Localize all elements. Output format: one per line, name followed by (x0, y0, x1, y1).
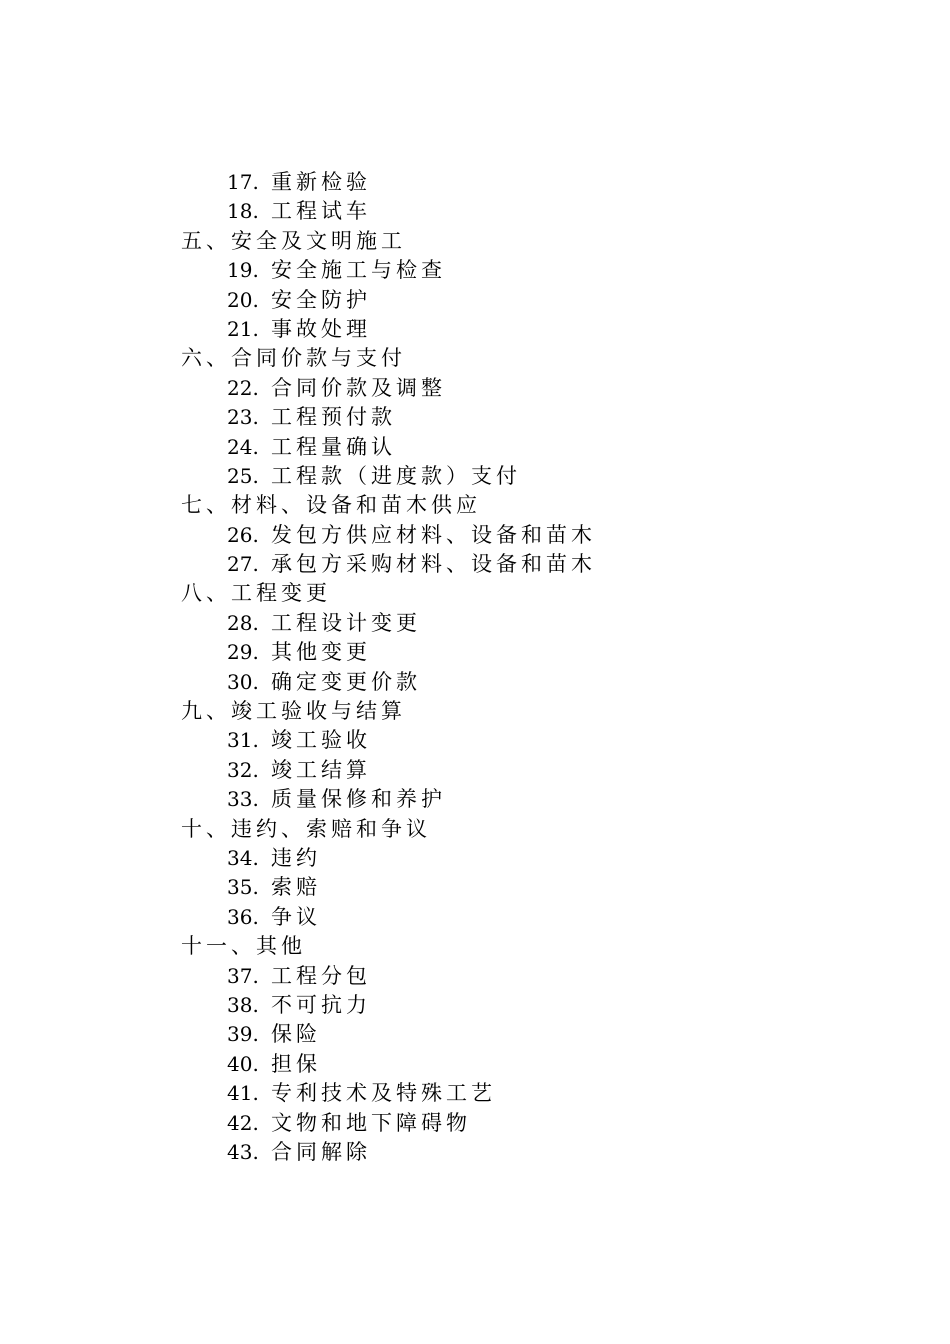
toc-item-number: 18. (227, 199, 259, 224)
toc-item-number: 39. (227, 1022, 259, 1047)
toc-item (181, 844, 781, 873)
toc-section-title: 六、合同价款与支付 (181, 346, 406, 371)
toc-item-number: 42. (227, 1110, 259, 1135)
toc-item (181, 638, 781, 667)
toc-item-number: 25. (227, 463, 259, 488)
toc-item-number: 21. (227, 316, 259, 341)
toc-item-title: 工程款（进度款）支付 (271, 463, 521, 488)
toc-item-title: 违约 (271, 845, 321, 870)
toc-item-title: 保险 (271, 1022, 321, 1047)
toc-item-number: 27. (227, 552, 259, 577)
toc-item (181, 991, 781, 1020)
toc-item-number: 24. (227, 434, 259, 459)
toc-item-title: 合同价款及调整 (271, 375, 446, 400)
toc-item-title: 重新检验 (271, 170, 371, 194)
toc-item-title: 事故处理 (271, 316, 371, 341)
toc-section-title: 九、竣工验收与结算 (181, 699, 406, 724)
toc-item-number: 31. (227, 728, 259, 753)
toc-item (181, 756, 781, 785)
toc-item-number: 40. (227, 1051, 259, 1076)
toc-item (181, 1109, 781, 1138)
toc-item (181, 315, 781, 344)
toc-item (181, 1020, 781, 1049)
toc-item-number: 28. (227, 610, 259, 635)
toc-item-title: 不可抗力 (271, 992, 371, 1017)
toc-item-title: 其他变更 (271, 640, 371, 665)
toc-item (181, 286, 781, 315)
toc-item-title: 质量保修和养护 (271, 787, 446, 812)
toc-item (181, 403, 781, 432)
toc-item-title: 工程试车 (271, 199, 371, 224)
toc-item-number: 38. (227, 992, 259, 1017)
toc-item-title: 专利技术及特殊工艺 (271, 1081, 496, 1106)
toc-item-number: 36. (227, 904, 259, 929)
toc-section-heading (181, 697, 781, 726)
toc-section-title: 八、工程变更 (181, 581, 331, 606)
toc-item-number: 37. (227, 963, 259, 988)
table-of-contents (181, 168, 781, 1167)
toc-item-title: 争议 (271, 904, 321, 929)
toc-item-number: 32. (227, 757, 259, 782)
toc-item (181, 550, 781, 579)
toc-item-title: 工程分包 (271, 963, 371, 988)
toc-section-title: 十、违约、索赔和争议 (181, 816, 431, 841)
toc-section-heading (181, 344, 781, 373)
toc-item-number: 23. (227, 405, 259, 430)
toc-item (181, 609, 781, 638)
toc-section-title: 五、安全及文明施工 (181, 228, 406, 253)
toc-item-number: 30. (227, 669, 259, 694)
toc-item-title: 发包方供应材料、设备和苗木 (271, 522, 596, 547)
toc-item (181, 726, 781, 755)
toc-item-title: 索赔 (271, 875, 321, 900)
toc-item (181, 462, 781, 491)
toc-item-number: 33. (227, 787, 259, 812)
toc-item (181, 374, 781, 403)
toc-item-number: 22. (227, 375, 259, 400)
toc-item (181, 903, 781, 932)
toc-item (181, 668, 781, 697)
toc-item-number: 20. (227, 287, 259, 312)
toc-section-heading (181, 227, 781, 256)
toc-item-title: 工程预付款 (271, 405, 396, 430)
toc-item-number: 34. (227, 845, 259, 870)
toc-item-number: 19. (227, 258, 259, 283)
toc-section-title: 七、材料、设备和苗木供应 (181, 493, 481, 518)
toc-section-heading (181, 579, 781, 608)
toc-item-title: 竣工验收 (271, 728, 371, 753)
toc-item (181, 168, 781, 197)
toc-section-heading (181, 815, 781, 844)
toc-item-title: 合同解除 (271, 1139, 371, 1164)
toc-item-title: 文物和地下障碍物 (271, 1110, 471, 1135)
toc-item (181, 962, 781, 991)
toc-section-heading (181, 932, 781, 961)
toc-item (181, 1050, 781, 1079)
toc-item-number: 41. (227, 1081, 259, 1106)
toc-section-title: 十一、其他 (181, 934, 306, 959)
toc-item-title: 安全防护 (271, 287, 371, 312)
toc-item (181, 256, 781, 285)
toc-item (181, 785, 781, 814)
toc-section-heading (181, 491, 781, 520)
toc-item (181, 1138, 781, 1167)
toc-item-title: 安全施工与检查 (271, 258, 446, 283)
toc-item-number: 29. (227, 640, 259, 665)
toc-item-title: 担保 (271, 1051, 321, 1076)
toc-item (181, 197, 781, 226)
toc-item-number: 35. (227, 875, 259, 900)
toc-item-number: 43. (227, 1139, 259, 1164)
toc-item-title: 确定变更价款 (271, 669, 421, 694)
toc-item-title: 竣工结算 (271, 757, 371, 782)
toc-item-title: 承包方采购材料、设备和苗木 (271, 552, 596, 577)
toc-item-title: 工程量确认 (271, 434, 396, 459)
toc-item (181, 873, 781, 902)
toc-item (181, 521, 781, 550)
toc-item-number: 17. (227, 170, 259, 194)
toc-item (181, 433, 781, 462)
toc-item-number: 26. (227, 522, 259, 547)
toc-item-title: 工程设计变更 (271, 610, 421, 635)
toc-item (181, 1079, 781, 1108)
